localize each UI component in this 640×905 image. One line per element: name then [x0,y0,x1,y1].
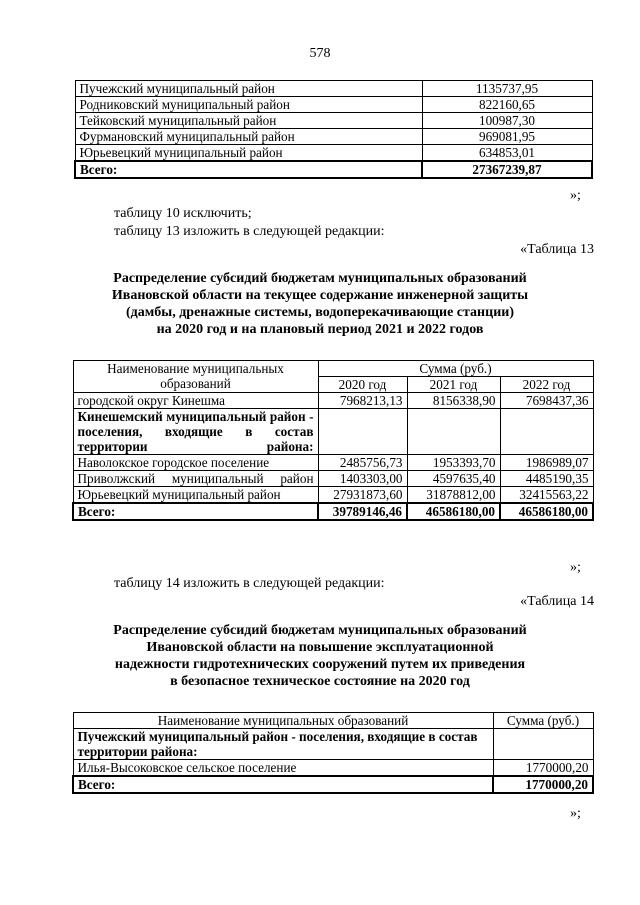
table-cell: городской округ Кинешма [73,393,318,409]
table-cell: 1135737,95 [422,81,592,97]
page-number: 578 [309,46,331,61]
table-row [75,129,592,145]
table-row [75,81,592,97]
table-cell: Илья-Высоковское сельское поселение [73,760,493,777]
table-cell [318,409,407,455]
table-cell: 7968213,13 [318,393,407,409]
instruction-text: таблицу 13 изложить в следующей редакции: [114,224,385,239]
table-cell: Наволокское городское поселение [73,455,318,471]
table-header-row [73,713,593,729]
table-cell: Юрьевецкий муниципальный район [73,487,318,504]
table-cell: Пучежский муниципальный район - поселения, входящие в состав территории района: [73,729,493,760]
table-row [73,729,593,760]
total-row [73,776,593,793]
table-row [75,113,592,129]
table-row [75,145,592,162]
top-table [74,80,593,179]
table-cell [407,409,500,455]
table-cell: 1986989,07 [500,455,593,471]
table-cell: Родниковский муниципальный район [75,97,422,113]
closing-quote: »; [570,560,581,575]
column-header: Наименование муниципальных образований [73,713,493,729]
table-cell: 27931873,60 [318,487,407,504]
table-cell: 634853,01 [422,145,592,162]
table-cell: 4485190,35 [500,471,593,487]
instruction-text: таблицу 10 исключить; [114,206,252,221]
total-value: 27367239,87 [422,161,592,178]
table-cell: 8156338,90 [407,393,500,409]
column-header: Сумма (руб.) [318,361,593,377]
table-row [73,487,593,504]
table-cell: 1403303,00 [318,471,407,487]
table-label: «Таблица 14 [520,594,594,609]
table-13 [72,360,594,521]
table-row [75,97,592,113]
total-value: 1770000,20 [493,776,593,793]
table-header-row [73,361,593,377]
table-cell: Пучежский муниципальный район [75,81,422,97]
table-cell: 2485756,73 [318,455,407,471]
table-cell: Тейковский муниципальный район [75,113,422,129]
table-cell [493,729,593,760]
column-header: Наименование муниципальных образований [73,361,318,393]
closing-quote: »; [570,806,581,821]
table-cell: 969081,95 [422,129,592,145]
column-header: Сумма (руб.) [493,713,593,729]
total-label: Всего: [73,776,493,793]
table-cell: 7698437,36 [500,393,593,409]
table-cell: Кинешемский муниципальный район - поселения, входящие в состав территории района: [73,409,318,455]
column-header: 2020 год [318,377,407,393]
total-row [75,161,592,178]
table-cell: 31878812,00 [407,487,500,504]
column-header: 2022 год [500,377,593,393]
table-cell: 822160,65 [422,97,592,113]
table-cell: 100987,30 [422,113,592,129]
total-value: 39789146,46 [318,503,407,520]
total-value: 46586180,00 [407,503,500,520]
table-cell [500,409,593,455]
table-row [73,760,593,777]
table-cell: Юрьевецкий муниципальный район [75,145,422,162]
total-row [73,503,593,520]
table-label: «Таблица 13 [520,242,594,257]
table-title: Распределение субсидий бюджетам муниципальных образований Ивановской области на повышение эксплуатационной надежности гидротехнических сооружений путем их приведения в безопасное техническое состояние на 2020 год [113,623,527,689]
table-cell: Фурмановский муниципальный район [75,129,422,145]
table-row [73,455,593,471]
total-label: Всего: [73,503,318,520]
total-value: 46586180,00 [500,503,593,520]
table-row [73,409,593,455]
table-row [73,471,593,487]
closing-quote: »; [570,188,581,203]
table-cell: 32415563,22 [500,487,593,504]
table-cell: 1770000,20 [493,760,593,777]
table-cell: Приволжский муниципальный район [73,471,318,487]
table-title: Распределение субсидий бюджетам муниципальных образований Ивановской области на текущее содержание инженерной защиты (дамбы, дренажные системы, водоперекачивающие станции) на 2020 год и на плановый период 2021 и 2022 годов [111,271,529,337]
column-header: 2021 год [407,377,500,393]
table-14 [72,712,594,794]
table-cell: 4597635,40 [407,471,500,487]
total-label: Всего: [75,161,422,178]
table-row [73,393,593,409]
instruction-text: таблицу 14 изложить в следующей редакции: [114,576,385,591]
table-cell: 1953393,70 [407,455,500,471]
